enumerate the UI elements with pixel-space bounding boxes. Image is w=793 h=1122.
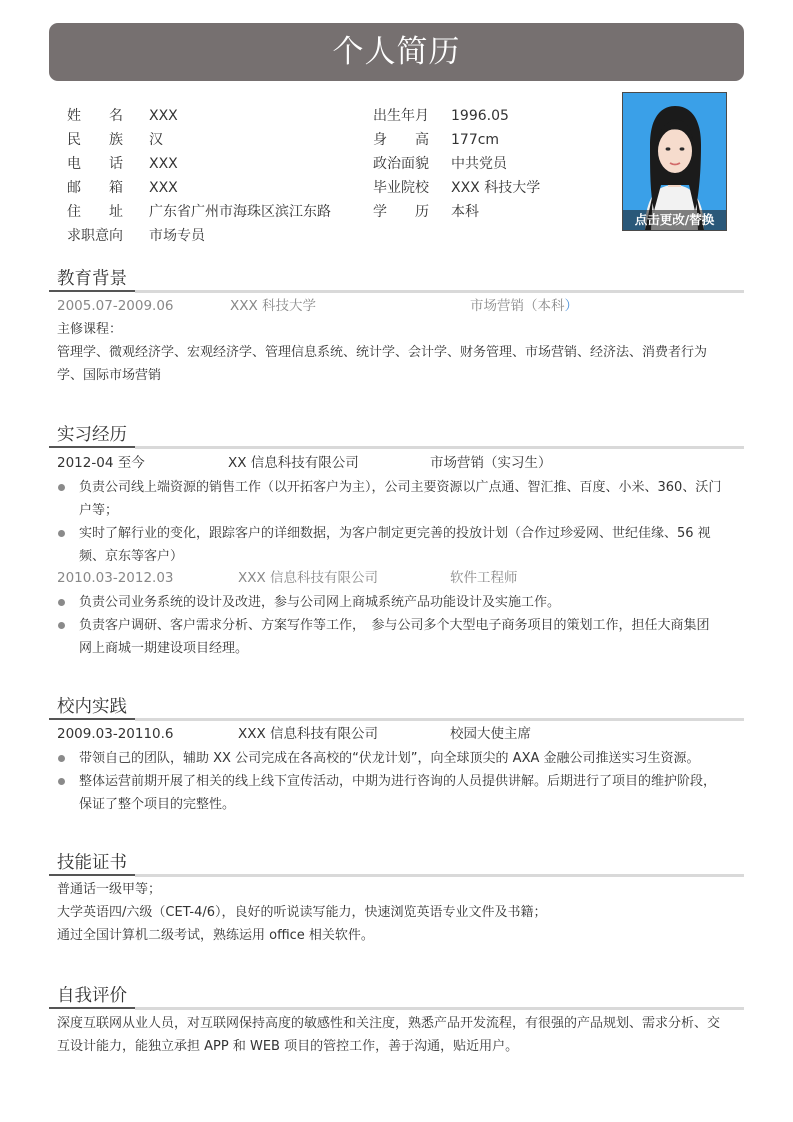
skills-heading	[49, 852, 744, 878]
info-value: 本科	[451, 204, 479, 220]
education-major	[470, 296, 578, 316]
info-value: 市场专员	[149, 228, 205, 244]
section-title-underline	[49, 446, 135, 448]
internship-1-company: XX 信息科技有限公司	[228, 455, 359, 471]
section-title: 技能证书	[57, 853, 127, 873]
info-value: XXX	[149, 180, 178, 196]
campus-role: 校园大使主席	[450, 726, 531, 742]
info-label: 政治面貌	[373, 156, 429, 172]
section-title: 实习经历	[57, 425, 127, 445]
section-title-underline	[49, 718, 135, 720]
bullet-dot	[58, 755, 65, 762]
info-label: 身 高	[373, 132, 429, 148]
info-label: 求职意向	[67, 228, 123, 244]
info-value: XXX 科技大学	[451, 180, 541, 196]
change-photo-label[interactable]: 点击更改/替换	[623, 210, 726, 230]
list-item	[57, 591, 737, 614]
info-label: 邮 箱	[67, 180, 123, 196]
education-major-close: ）	[564, 298, 578, 314]
courses-text-line-1: 管理学、微观经济学、宏观经济学、管理信息系统、统计学、会计学、财务管理、市场营销、经济法、消费者行为	[57, 345, 708, 360]
info-label: 学 历	[373, 204, 429, 220]
list-item	[57, 476, 737, 522]
section-divider	[135, 446, 744, 449]
skill-line-2: 大学英语四/六级（CET-4/6），良好的听说读写能力，快速浏览英语专业文件及书籍；	[57, 905, 547, 920]
section-divider	[135, 718, 744, 721]
internship-2-period: 2010.03-2012.03	[57, 570, 174, 586]
courses-text-line-2: 学、国际市场营销	[57, 368, 162, 383]
campus-company: XXX 信息科技有限公司	[238, 726, 379, 742]
bullet-dot	[58, 484, 65, 491]
self-eval-heading	[49, 985, 744, 1011]
info-label: 民 族	[67, 132, 123, 148]
education-school: XXX 科技大学	[230, 298, 317, 314]
bullet-dot	[58, 530, 65, 537]
bullet-line-1: 带领自己的团队，辅助 XX 公司完成在各高校的“伏龙计划”，向全球顶尖的 AXA 金融公司推送实习生资源。	[79, 751, 700, 766]
info-label: 毕业院校	[373, 180, 429, 196]
campus-heading	[49, 696, 744, 722]
info-value: XXX	[149, 156, 178, 172]
bullet-line-2: 户等；	[79, 503, 119, 518]
self-eval-line-2: 互设计能力，能独立承担 APP 和 WEB 项目的管控工作，善于沟通，贴近用户。	[57, 1039, 519, 1054]
education-major-text: 市场营销（本科	[470, 298, 565, 314]
internship-1-role: 市场营销（实习生）	[430, 455, 552, 471]
list-item	[57, 747, 737, 770]
bullet-dot	[58, 778, 65, 785]
self-eval-line-1: 深度互联网从业人员，对互联网保持高度的敏感性和关注度，熟悉产品开发流程，有很强的产品规划、需求分析、交	[57, 1016, 721, 1031]
section-title-underline	[49, 874, 135, 876]
section-title-underline	[49, 1007, 135, 1009]
info-value: XXX	[149, 108, 178, 124]
bullet-line-1: 负责公司线上端资源的销售工作（以开拓客户为主），公司主要资源以广点通、智汇推、百度、小米、360、沃门	[79, 480, 722, 495]
info-value: 1996.05	[451, 108, 509, 124]
info-value: 177cm	[451, 132, 500, 148]
info-label: 住 址	[67, 204, 123, 220]
section-divider	[135, 874, 744, 877]
bullet-line-1: 实时了解行业的变化，跟踪客户的详细数据，为客户制定更完善的投放计划（合作过珍爱网、世纪佳缘、56 视	[79, 526, 711, 541]
internship-2-company: XXX 信息科技有限公司	[238, 570, 379, 586]
section-title: 自我评价	[57, 986, 127, 1006]
bullet-line-2: 频、京东等客户）	[79, 549, 184, 564]
bullet-line-2: 网上商城一期建设项目经理。	[79, 641, 249, 656]
bullet-line-2: 保证了整个项目的完整性。	[79, 797, 236, 812]
section-title: 教育背景	[57, 269, 127, 289]
list-item	[57, 770, 737, 816]
info-label: 姓 名	[67, 108, 123, 124]
bullet-line-1: 整体运营前期开展了相关的线上线下宣传活动，中期为进行咨询的人员提供讲解。后期进行了项目的维护阶段，	[79, 774, 717, 789]
internship-2-role: 软件工程师	[450, 570, 518, 586]
skill-line-1: 普通话一级甲等；	[57, 882, 162, 897]
internship-1-period: 2012-04 至今	[57, 455, 145, 471]
bullet-line-1: 负责公司业务系统的设计及改进，参与公司网上商城系统产品功能设计及实施工作。	[79, 595, 561, 610]
section-title-underline	[49, 290, 135, 292]
bullet-dot	[58, 622, 65, 629]
section-title: 校内实践	[57, 697, 127, 717]
profile-photo[interactable]	[622, 92, 727, 231]
skill-line-3: 通过全国计算机二级考试，熟练运用 office 相关软件。	[57, 928, 374, 943]
resume-title: 个人简历	[49, 23, 744, 81]
bullet-dot	[58, 599, 65, 606]
info-value: 广东省广州市海珠区滨江东路	[149, 204, 331, 220]
list-item	[57, 614, 737, 660]
courses-label: 主修课程：	[57, 322, 123, 337]
bullet-line-1: 负责客户调研、客户需求分析、方案写作等工作， 参与公司多个大型电子商务项目的策划工作，担任大商集团	[79, 618, 710, 633]
info-value: 中共党员	[451, 156, 507, 172]
internship-heading	[49, 424, 744, 450]
education-period: 2005.07-2009.06	[57, 298, 174, 314]
campus-period: 2009.03-20110.6	[57, 726, 174, 742]
info-label: 电 话	[67, 156, 123, 172]
info-value: 汉	[149, 132, 163, 148]
list-item	[57, 522, 737, 568]
section-divider	[135, 290, 744, 293]
section-divider	[135, 1007, 744, 1010]
info-label: 出生年月	[373, 108, 429, 124]
education-heading	[49, 268, 744, 294]
